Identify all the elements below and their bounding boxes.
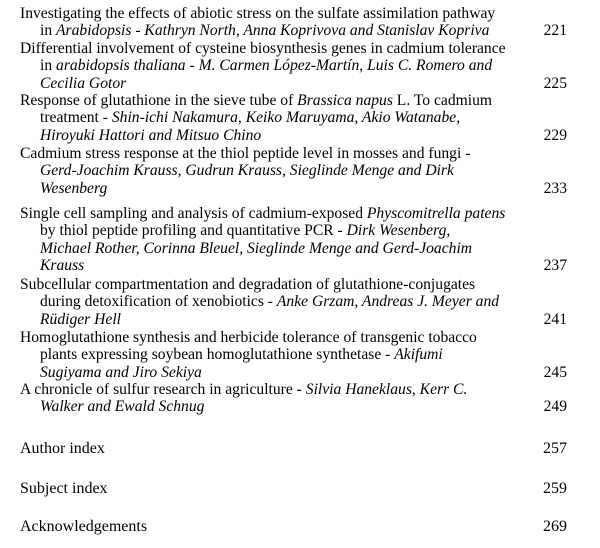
text-run: Single cell sampling and analysis of cadmium-exposed [20, 205, 367, 222]
italic-text: arabidopsis thaliana [56, 57, 186, 75]
toc-entry-title [20, 145, 510, 197]
italic-text: Shin-ichi Nakamura, Keiko Maruyama, Akio Watanabe, [111, 109, 461, 127]
text-run: Investigating the effects of abiotic stress on the sulfate assimilation pathway [20, 5, 496, 22]
italic-text: M. Carmen López-Martín, Luis C. Romero and [198, 57, 493, 75]
toc-entry-line [20, 440, 510, 457]
text-run: treatment - [40, 109, 112, 127]
toc-entry-line [20, 381, 510, 398]
italic-text: Silvia Haneklaus, Kerr C. [305, 381, 468, 398]
italic-text: Kathryn North, Anna Koprivova and Stanislav Kopriva [144, 22, 490, 40]
toc-entry-line [20, 40, 510, 57]
text-run: Acknowledgements [20, 518, 148, 535]
text-run: during detoxification of xenobiotics - [40, 293, 277, 311]
toc-entry-line [20, 293, 510, 310]
toc-entry-line [20, 92, 510, 109]
italic-text: Akifumi [394, 346, 443, 364]
italic-text: Arabidopsis [56, 22, 132, 40]
text-run: plants expressing soybean homoglutathione synthetase - [40, 346, 395, 364]
text-run: Response of glutathione in the sieve tube of [20, 92, 298, 109]
page-number: 269 [543, 518, 567, 535]
toc-entry-title [20, 5, 510, 40]
toc-entry-title [20, 440, 510, 457]
toc-entry-title [20, 518, 510, 535]
italic-text: Brassica napus [297, 92, 393, 109]
toc-entry-line [20, 329, 510, 346]
toc-entry-title [20, 480, 510, 497]
text-run: Subject index [20, 480, 108, 497]
toc-entry-title [20, 329, 510, 381]
page-number: 221 [543, 22, 567, 40]
toc-entry-line [20, 180, 510, 197]
text-run: Homoglutathione synthesis and herbicide tolerance of transgenic tobacco [20, 329, 477, 346]
text-run: A chronicle of sulfur research in agriculture - [20, 381, 306, 398]
toc-entry-line [20, 398, 510, 415]
toc-entry-line [20, 75, 510, 92]
italic-text: Sugiyama and Jiro Sekiya [40, 363, 202, 381]
text-run: L. To cadmium [392, 92, 493, 109]
toc-entry-title [20, 40, 510, 92]
text-run: Differential involvement of cysteine biosynthesis genes in cadmium tolerance [20, 40, 506, 57]
toc-entry-line [20, 257, 510, 274]
page-number: 245 [543, 363, 567, 381]
toc-entry-line [20, 222, 510, 239]
toc-entry-line [20, 205, 510, 222]
toc-entry-line [20, 162, 510, 179]
toc-entry-line [20, 109, 510, 126]
italic-text: Krauss [40, 256, 85, 274]
italic-text: Cecilia Gotor [40, 74, 127, 92]
page-number: 241 [543, 310, 567, 328]
page-number: 249 [543, 398, 567, 416]
italic-text: Walker and Ewald Schnug [40, 398, 205, 416]
italic-text: Michael Rother, Corinna Bleuel, Sieglinde Menge and Gerd-Joachim [40, 239, 473, 257]
text-run: Subcellular compartmentation and degradation of glutathione-conjugates [20, 276, 476, 293]
page-number: 259 [543, 480, 567, 497]
toc-entry-line [20, 22, 510, 39]
italic-text: Physcomitrella patens [366, 205, 506, 222]
italic-text: Hiroyuki Hattori and Mitsuo Chino [40, 126, 262, 144]
toc-entry-line [20, 145, 510, 162]
toc-entry-line [20, 518, 510, 535]
toc-entry-line [20, 127, 510, 144]
text-run: in [40, 22, 57, 40]
toc-entry-line [20, 346, 510, 363]
text-run: - [131, 22, 145, 40]
toc-entry-line [20, 276, 510, 293]
toc-entry-line [20, 364, 510, 381]
text-run: Cadmium stress response at the thiol peptide level in mosses and fungi - [20, 145, 471, 162]
toc-entry-title [20, 92, 510, 144]
page-number: 225 [543, 74, 567, 92]
italic-text: Wesenberg [40, 179, 108, 197]
text-run: by thiol peptide profiling and quantitative PCR - [40, 222, 347, 240]
page-number: 233 [543, 179, 567, 197]
toc-entry-title [20, 276, 510, 328]
toc-entry-title [20, 205, 510, 274]
toc-entry-line [20, 240, 510, 257]
italic-text: Anke Grzam, Andreas J. Meyer and [276, 293, 500, 311]
italic-text: Rüdiger Hell [40, 310, 121, 328]
page-number: 237 [543, 256, 567, 274]
toc-entry-line [20, 57, 510, 74]
text-run: - [185, 57, 199, 75]
page-number: 229 [543, 126, 567, 144]
page-number: 257 [543, 440, 567, 457]
italic-text: Dirk Wesenberg, [346, 222, 451, 240]
toc-entry-line [20, 5, 510, 22]
italic-text: Gerd-Joachim Krauss, Gudrun Krauss, Sieglinde Menge and Dirk [40, 162, 454, 180]
toc-entry-title [20, 381, 510, 416]
toc-entry-line [20, 311, 510, 328]
toc-entry-line [20, 480, 510, 497]
text-run: in [40, 57, 57, 75]
text-run: Author index [20, 440, 105, 457]
